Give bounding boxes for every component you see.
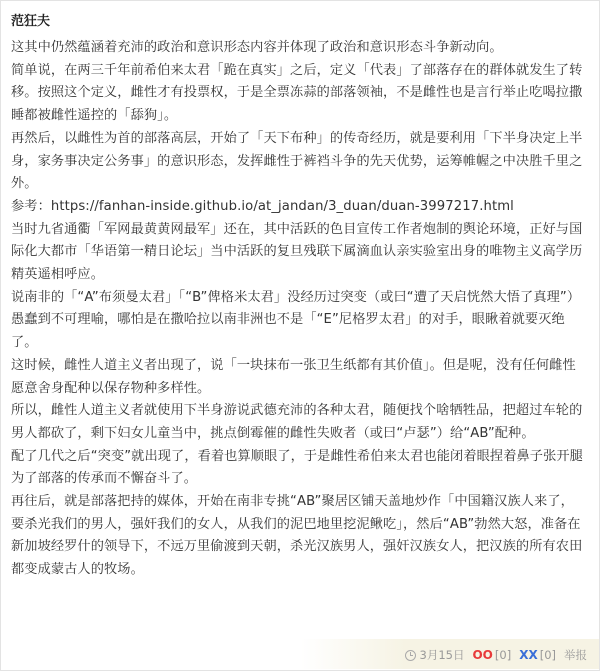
- reference-link[interactable]: 参考：https://fanhan-inside.github.io/at_jandan/3_duan/duan-3997217.html: [11, 198, 514, 214]
- comment-body: [11, 37, 585, 582]
- paragraph: 简单说，在两三千年前希伯来太君「跪在真实」之后，定义「代表」了部落存在的群体就发生了转移。按照这个定义，雌性才有投票权，于是全票冻蒜的部落领袖，不是雌性也是言行举止吃喝拉撒睡都被雌性遥控的「舔狗」。: [11, 62, 583, 124]
- comment-footer: [405, 646, 587, 664]
- report-link[interactable]: 举报: [564, 648, 587, 662]
- date-text: 3月15日: [419, 648, 465, 662]
- paragraph: 当时九省通衢「军网最黄黄网最军」还在，其中活跃的色目宣传工作者炮制的舆论环境，正好与国际化大都市「华语第一精日论坛」当中活跃的复旦残联下属滴血认亲实验室出身的唯物主义高学历精英遥相呼应。: [11, 221, 583, 283]
- paragraph: 这时候，雌性人道主义者出现了，说「一块抹布一张卫生纸都有其价值」。但是呢，没有任何雌性愿意舍身配种以保存物种多样性。: [11, 357, 576, 396]
- paragraph: 这其中仍然蕴涵着充沛的政治和意识形态内容并体现了政治和意识形态斗争新动向。: [11, 40, 503, 55]
- oo-count: [0]: [494, 648, 512, 662]
- xx-vote-button[interactable]: [519, 648, 556, 662]
- paragraph: 配了几代之后“突变”就出现了，看着也算顺眼了，于是雌性希伯来太君也能闭着眼捏着鼻子张开腿为了部落的传承而不懈奋斗了。: [11, 448, 583, 487]
- xx-count: [0]: [539, 648, 556, 662]
- clock-icon: [405, 650, 416, 661]
- author-name[interactable]: 范狂夫: [11, 14, 51, 29]
- paragraph: 所以，雌性人道主义者就使用下半身游说武德充沛的各种太君，随便找个啥牺牲品，把超过车轮的男人都砍了，剩下妇女儿童当中，挑点倒霉催的雌性失败者（或曰“卢瑟”）给“AB”配种。: [11, 403, 583, 441]
- paragraph: 再往后，就是部落把持的媒体，开始在南非专挑“AB”聚居区铺天盖地炒作「中国籍汉族人来了，要杀光我们的男人，强奸我们的女人，从我们的泥巴地里挖泥鳅吃」，然后“AB”勃然大怒，准备在新加坡经罗什的领导下，不远万里偷渡到天朝，杀光汉族男人，强奸汉族女人，把汉族的所有农田都变成蒙古人的牧场。: [11, 494, 583, 578]
- paragraph: 再然后，以雌性为首的部落高层，开始了「天下布种」的传奇经历，就是要利用「下半身决定上半身，家务事决定公务事」的意识形态，发挥雌性于裤裆斗争的先天优势，运筹帷幄之中决胜千里之外。: [11, 130, 583, 192]
- oo-label: OO: [472, 648, 493, 662]
- oo-vote-button[interactable]: [472, 648, 511, 662]
- paragraph: 说南非的「“A”布须曼太君」「“B”俾格米太君」没经历过突变（或曰“遭了天启恍然大悟了真理”）愚蠢到不可理喻，哪怕是在撒哈拉以南非洲也不是「“E”尼格罗太君」的对手，眼瞅着就要灭绝了。: [11, 289, 581, 351]
- xx-label: XX: [519, 648, 538, 662]
- timestamp: [405, 647, 465, 663]
